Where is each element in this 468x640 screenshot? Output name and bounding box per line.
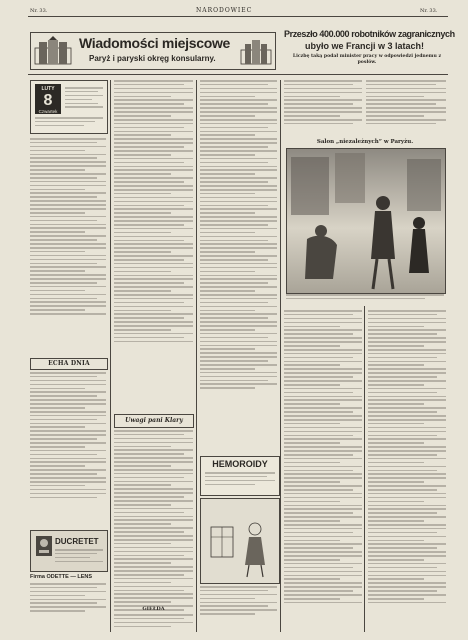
masthead-rule (28, 74, 448, 75)
left-column-text (30, 138, 106, 350)
odette-ad (30, 574, 106, 632)
calendar-weekday: Czwartek (38, 109, 58, 114)
column-2-lower-text (114, 430, 193, 630)
column-3-text (200, 80, 277, 450)
gielda-heading: GIEŁDA (142, 606, 165, 612)
ducretet-ad (30, 530, 108, 572)
page-number-left: Nr. 33. (30, 8, 48, 14)
calendar-saints-text (65, 87, 103, 113)
cartoon-box (200, 498, 280, 584)
column-rule-3 (280, 80, 281, 632)
headline-article-col-1 (284, 80, 362, 134)
calendar-month: LUTY (41, 86, 55, 92)
city-emblem-right-icon (239, 36, 273, 66)
gielda-table-text (114, 614, 193, 632)
echa-dnia-box (30, 358, 108, 370)
right-column-b-text (368, 310, 446, 632)
hemoroidy-ad (200, 456, 280, 496)
masthead-subtitle: Paryż i paryski okręg konsularny. (89, 54, 216, 63)
headline-line-1: Przeszło 400.000 robotników zagranicznych (284, 29, 455, 39)
headline-line-2: ubyło we Francji w 3 latach! (305, 41, 425, 51)
column-rule-2 (196, 80, 197, 632)
photo-figures-icon (287, 149, 445, 293)
hemoroidy-text (205, 472, 275, 492)
odette-title: Firma ODETTE — LENS (30, 574, 93, 580)
photo-caption-title: Salon „niezależnych” w Paryżu. (316, 139, 414, 145)
city-emblem-left-icon (33, 36, 73, 66)
cartoon-drawing-icon (205, 503, 275, 579)
calendar-box (30, 80, 108, 134)
photo-caption-text (286, 294, 444, 304)
headline-article-col-2 (366, 80, 446, 134)
headline-deck: Liczbę taką podał minister pracy w odpowiedzi jednemu z posłów. (292, 54, 442, 65)
column-rule-4 (364, 306, 365, 632)
right-column-a-text (284, 310, 362, 632)
column-rule-1 (110, 80, 111, 632)
odette-text (30, 583, 106, 629)
column-2-text (114, 80, 193, 410)
masthead-box (30, 32, 276, 70)
header-rule (28, 16, 448, 17)
uwagi-box (114, 414, 194, 428)
ducretet-title: DUCRETET (55, 537, 99, 546)
masthead-title: Wiadomości miejscowe (79, 35, 231, 51)
column-3-bottom-text (200, 586, 277, 630)
calendar-day: 8 (43, 92, 53, 109)
calendar-card (35, 84, 61, 114)
page-number-right: Nr. 33. (420, 8, 438, 14)
radio-set-icon (35, 535, 53, 557)
uwagi-heading: Uwagi pani Klary (125, 417, 183, 424)
hemoroidy-title: HEMOROIDY (212, 459, 268, 469)
ducretet-text (55, 549, 103, 567)
calendar-sunrise-text (35, 117, 103, 131)
paper-name: NARODOWIEC (196, 7, 253, 14)
exhibition-photo (286, 148, 446, 294)
echa-dnia-text (30, 372, 106, 522)
echa-dnia-heading: ECHA DNIA (48, 360, 90, 367)
